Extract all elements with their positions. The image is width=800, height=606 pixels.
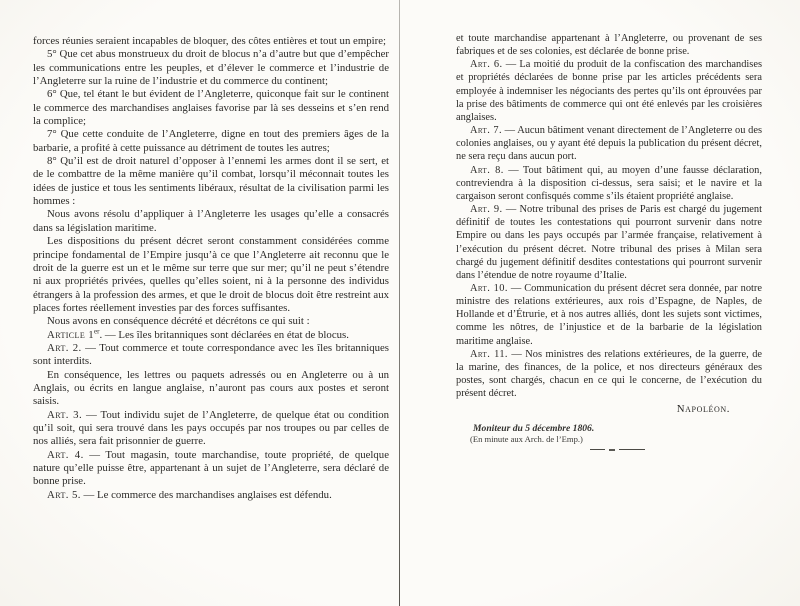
paragraph: Art. 11. — Nos ministres des relations extérieures, de la guerre, de la marine, des finances, de la police, et nos directeurs généraux des postes, sont chargés, chacun en ce qui le concerne, de l’exécution du présent décret. xyxy=(456,348,762,400)
article-label: Art. 8. xyxy=(470,164,504,176)
footnote-note: (En minute aux Arch. de l’Emp.) xyxy=(470,433,583,444)
article-label: Art. 5. xyxy=(47,488,81,501)
paragraph: Art. 6. — La moitié du produit de la confiscation des marchandises et propriétés déclarées de bonne prise par les articles précédents sera employée à indemniser les négociants des pertes qu’ils ont éprouvées par la prise des bâtiments de commerce qui ont été enlevés par les croisières anglaises. xyxy=(456,59,762,123)
article-label: Art. 7. xyxy=(470,125,502,137)
ordinal-superscript: er xyxy=(94,326,100,335)
paragraph: Nous avons en conséquence décrété et décrétons ce qui suit : xyxy=(47,315,310,328)
paragraph: Art. 7. — Aucun bâtiment venant directement de l’Angleterre ou des colonies anglaises, ou y ayant été depuis la publication du présent décret, ne sera reçu dans aucun port. xyxy=(456,125,762,163)
article-label: Article 1 xyxy=(47,328,95,341)
paragraph: 7° Que cette conduite de l’Angleterre, digne en tout des premiers âges de la barbarie, a profité à cette puissance au détriment de toutes les autres; xyxy=(33,128,389,154)
paragraph: Art. 3. — Tout individu sujet de l’Angleterre, de quelque état ou condition qu’il soit, qui sera trouvé dans les pays occupés par nos troupes ou par celles de nos alliés, sera fait prisonnier de guerre. xyxy=(33,408,389,448)
article-label: Art. 9. xyxy=(470,204,503,216)
paragraph: Art. 4. — Tout magasin, toute marchandise, toute propriété, de quelque nature qu’elle puisse être, appartenant à un sujet de l’Angleterre, sera déclaré de bonne prise. xyxy=(33,448,389,488)
paragraph: Art. 5. — Le commerce des marchandises anglaises est défendu. xyxy=(47,488,332,501)
paragraph: Art. 2. — Tout commerce et toute correspondance avec les îles britanniques sont interdits. xyxy=(33,341,390,368)
section-divider-ornament xyxy=(590,448,762,451)
paragraph: En conséquence, les lettres ou paquets adressés ou en Angleterre ou à un Anglais, ou écrits en langue anglaise, n’auront pas cours aux postes et seront saisis. xyxy=(33,368,389,408)
paragraph: 6° Que, tel étant le but évident de l’Angleterre, quiconque fait sur le continent le commerce des marchandises anglaises favorise par là ses desseins et s’en rend la complice; xyxy=(33,88,389,128)
paragraph: Nous avons résolu d’appliquer à l’Angleterre les usages qu’elle a consacrés dans sa législation maritime. xyxy=(33,208,389,234)
footnote xyxy=(456,423,762,445)
ornament-dash xyxy=(619,449,645,450)
paragraph: Art. 9. — Notre tribunal des prises de Paris est chargé du jugement définitif de toutes les contestations qui pourront survenir dans notre Empire ou dans les pays occupés par l’armée française, relativement à l’exécution du présent décret. Notre tribunal des prises à Milan sera chargé du jugement définitif desdites contestations qui pourront survenir dans l’étendue de notre royaume d’Italie. xyxy=(456,204,762,281)
paragraph: et toute marchandise appartenant à l’Angleterre, ou provenant de ses fabriques et de ses colonies, est déclarée de bonne prise. xyxy=(456,33,762,58)
article-label: Art. 10. xyxy=(470,282,508,294)
article-label: Art. 6. xyxy=(470,59,503,71)
paragraph: forces réunies seraient incapables de bloquer, des côtes entières et tout un empire; xyxy=(33,35,387,47)
article-label: Art. 4. xyxy=(47,448,84,461)
article-label: Art. 11. xyxy=(470,348,508,360)
ornament-dash xyxy=(609,449,615,451)
paragraph: 5° Que cet abus monstrueux du droit de blocus n’a d’autre but que d’empêcher les communications entre les peuples, et d’élever le commerce et l’industrie de l’Angleterre sur la ruine de l’industrie et du commerce du continent; xyxy=(33,48,389,88)
paragraph: 8° Qu’il est de droit naturel d’opposer à l’ennemi les armes dont il se sert, et de le combattre de la même manière qu’il combat, lorsqu’il méconnait toutes les idées de justice et tous les sentiments libéraux, résultat de la civilisation parmi les hommes : xyxy=(33,155,389,208)
right-column xyxy=(456,32,762,451)
paragraph: Art. 10. — Communication du présent décret sera donnée, par notre ministre des relations extérieures, aux rois d’Espagne, de Naples, de Hollande et d’Étrurie, et à nos autres alliés, dont les sujets sont victimes, comme les nôtres, de l’injustice et de la barbarie de la législation maritime anglaise. xyxy=(456,282,762,347)
article-label: Art. 3. xyxy=(47,408,83,421)
right-column-text xyxy=(456,32,762,400)
article-label: Art. 2. xyxy=(47,341,82,354)
footnote-source: Moniteur du 5 décembre 1806. xyxy=(473,422,595,434)
column-divider-line xyxy=(399,0,400,606)
paragraph: Art. 8. — Tout bâtiment qui, au moyen d’une fausse déclaration, contreviendra à la disposition ci-dessus, sera saisi; et le navire et la cargaison seront confisqués comme s’ils étaient propriété anglaise. xyxy=(456,164,762,202)
paragraph: Les dispositions du présent décret seront constamment considérées comme principe fondamental de l’Empire jusqu’à ce que l’Angleterre ait reconnu que le droit de la guerre est un et le même sur terre que sur mer; qu’il ne peut s’étendre ni aux propriétés privées, quelles qu’elles soient, ni à la personne des individus étrangers à la profession des armes, et que le droit de blocus doit être restreint aux places fortes réellement investies par des forces suffisantes. xyxy=(33,235,389,314)
paragraph: Article 1er. — Les îles britanniques sont déclarées en état de blocus. xyxy=(47,326,349,341)
signature-napoleon: Napoléon. xyxy=(676,403,730,416)
ornament-dash xyxy=(590,449,605,450)
left-column xyxy=(33,35,389,502)
